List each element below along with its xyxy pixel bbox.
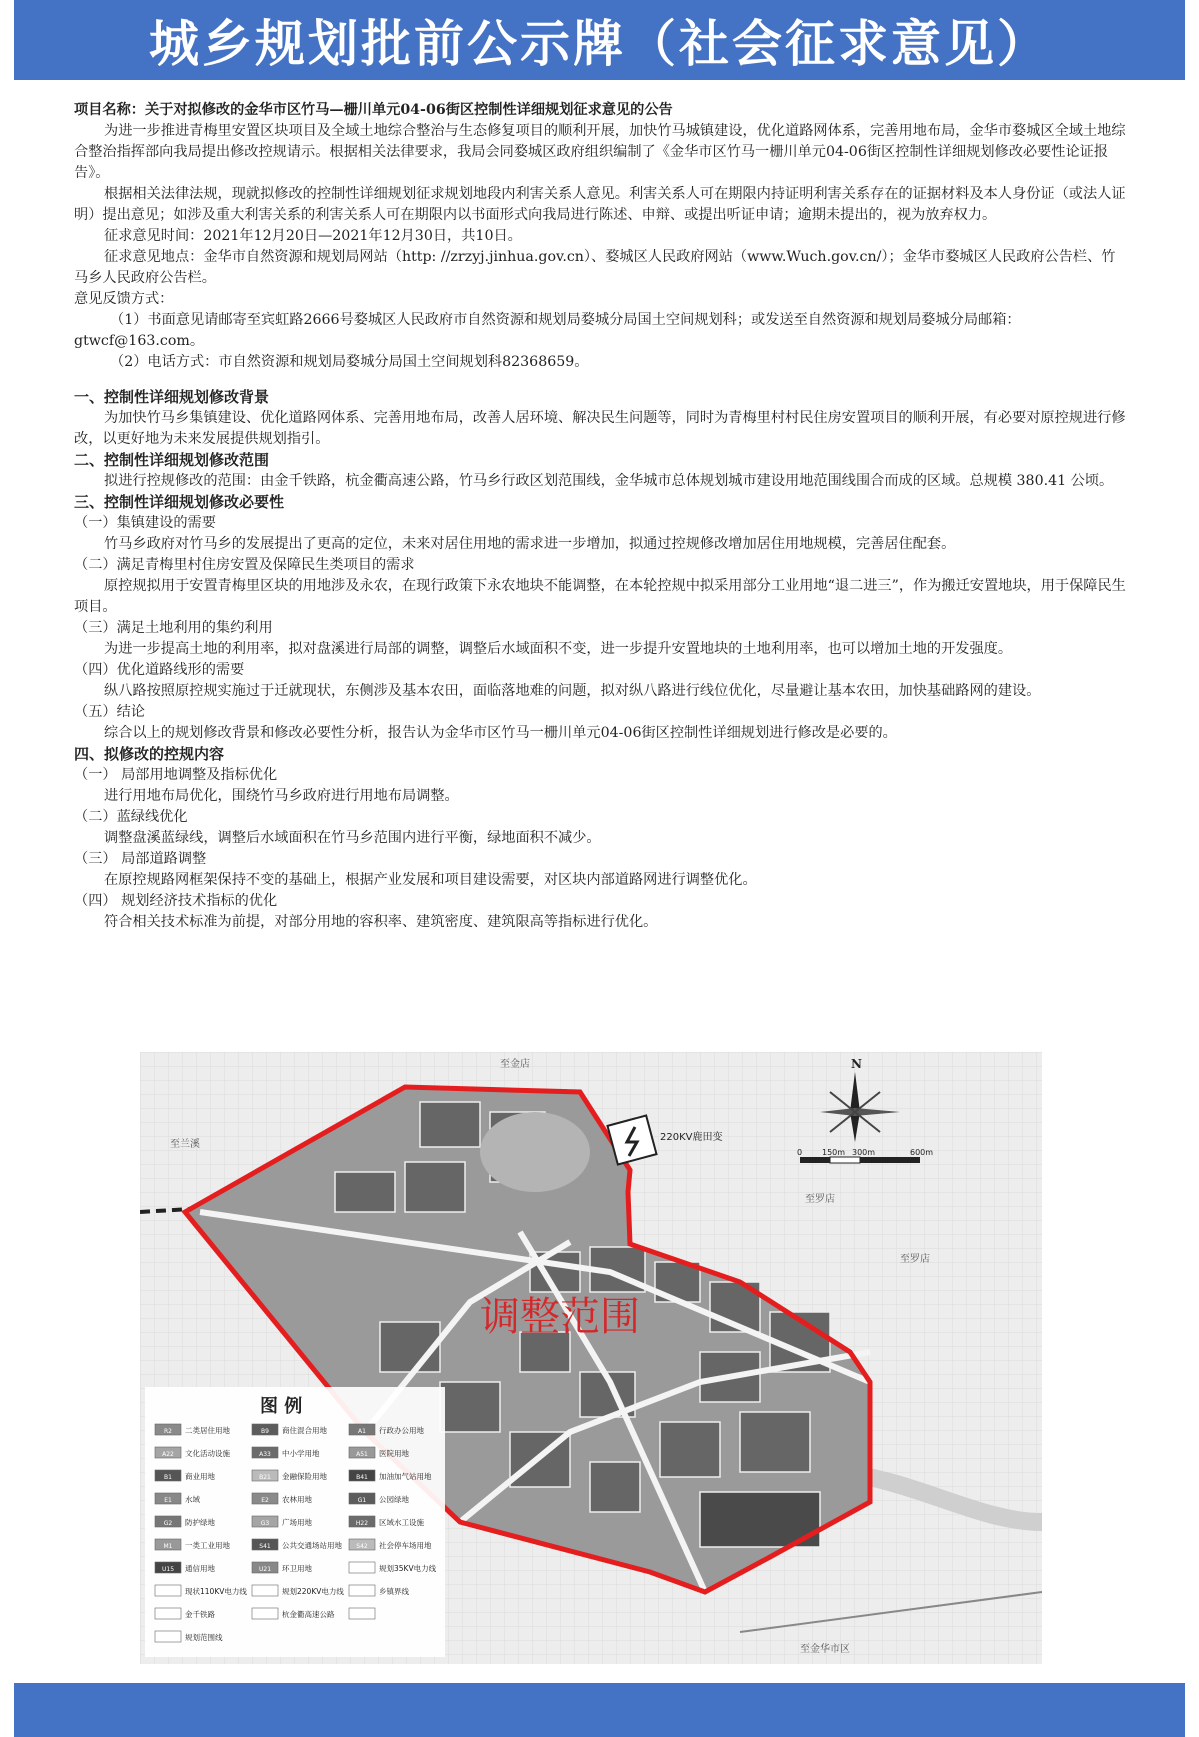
legend-label: 通信用地	[185, 1564, 215, 1573]
legend-label: 规划35KV电力线	[379, 1564, 437, 1573]
legend-title: 图 例	[260, 1396, 303, 1417]
feedback-item: （1）书面意见请邮寄至宾虹路2666号婺城区人民政府市自然资源和规划局婺城分局国土空间规划科；或发送至自然资源和规划局婺城分局邮箱：gtwcf@163.com。	[74, 312, 1021, 349]
section-heading: 二、控制性详细规划修改范围	[74, 451, 270, 469]
legend-swatch	[155, 1631, 181, 1642]
legend-label: 防护绿地	[185, 1518, 215, 1527]
legend-label: 区域水工设施	[379, 1518, 424, 1527]
legend-label: 广场用地	[282, 1518, 312, 1527]
subsection-heading: （一） 局部用地调整及指标优化	[74, 767, 278, 783]
notice-body	[74, 100, 1126, 933]
notice-paragraph: 为进一步推进青梅里安置区块项目及全域土地综合整治与生态修复项目的顺利开展，加快竹马城镇建设，优化道路网体系，完善用地布局，金华市婺城区全域土地综合整治指挥部向我局提出修改控规请示。根据相关法律要求，我局会同婺城区政府组织编制了《金华市区竹马一栅川单元04-06街区控制性详细规划修改必要性论证报告》。	[74, 123, 1126, 181]
legend-swatch	[349, 1585, 375, 1596]
legend-code: M1	[163, 1543, 173, 1550]
scale-label: 600m	[910, 1148, 934, 1157]
section-heading: 三、控制性详细规划修改必要性	[74, 493, 285, 511]
header-banner	[14, 0, 1185, 80]
feedback-item: （2）电话方式：市自然资源和规划局婺城分局国土空间规划科82368659。	[110, 354, 589, 370]
boundary-label: 调整范围	[480, 1294, 640, 1340]
scale-label: 0	[797, 1148, 803, 1157]
legend-code: B21	[259, 1474, 271, 1481]
feedback-label: 意见反馈方式：	[74, 291, 174, 307]
notice-place: 征求意见地点：金华市自然资源和规划局网站（http: //zrzyj.jinhua.gov.cn）、婺城区人民政府网站（www.Wuch.gov.cn/）；金华市婺城区人民政府公告栏、竹马乡人民政府公告栏。	[74, 249, 1116, 286]
page-title: 城乡规划批前公示牌（社会征求意见）	[149, 15, 1050, 73]
legend-label: 水域	[185, 1495, 200, 1504]
legend-code: B41	[356, 1474, 368, 1481]
legend-code: A33	[259, 1451, 271, 1458]
legend-label: 规划220KV电力线	[282, 1587, 344, 1596]
legend-code: B9	[261, 1428, 269, 1435]
subsection-heading: （五）结论	[74, 704, 145, 720]
legend-code: A51	[356, 1451, 368, 1458]
legend-swatch	[252, 1585, 278, 1596]
legend-code: G1	[357, 1497, 367, 1504]
legend-label: 农林用地	[282, 1495, 312, 1504]
substation-label: 220KV鹿田变	[660, 1132, 723, 1143]
footer-banner	[14, 1683, 1185, 1737]
legend-code: U21	[258, 1566, 272, 1573]
subsection-heading: （四） 规划经济技术指标的优化	[74, 893, 278, 909]
legend-code: A1	[358, 1428, 366, 1435]
subsection-heading: （一）集镇建设的需要	[74, 515, 216, 531]
legend-label: 医院用地	[379, 1449, 409, 1458]
section-heading: 四、拟修改的控规内容	[74, 745, 225, 763]
legend-code: S41	[259, 1543, 271, 1550]
legend-swatch	[155, 1585, 181, 1596]
legend-label: 环卫用地	[282, 1564, 312, 1573]
subsection-heading: （三）满足土地利用的集约利用	[74, 620, 273, 636]
legend-code: R2	[164, 1428, 172, 1435]
lake	[480, 1112, 590, 1192]
section-text: 符合相关技术标准为前提，对部分用地的容积率、建筑密度、建筑限高等指标进行优化。	[104, 914, 658, 930]
legend-label: 中小学用地	[282, 1449, 320, 1458]
legend-label: 现状110KV电力线	[185, 1587, 247, 1596]
legend-label: 加油加气站用地	[379, 1472, 432, 1481]
place-label: 至罗店	[900, 1254, 930, 1265]
legend-label: 公共交通场站用地	[282, 1541, 342, 1550]
legend-swatch	[155, 1608, 181, 1619]
legend-swatch	[252, 1608, 278, 1619]
legend-code: G2	[163, 1520, 173, 1527]
section-text: 调整盘溪蓝绿线，调整后水域面积在竹马乡范围内进行平衡，绿地面积不减少。	[104, 830, 601, 846]
substation-marker	[608, 1116, 657, 1165]
notice-time: 征求意见时间：2021年12月20日—2021年12月30日，共10日。	[104, 228, 522, 244]
section-text: 为进一步提高土地的利用率，拟对盘溪进行局部的调整，调整后水域面积不变，进一步提升安置地块的土地利用率，也可以增加土地的开发强度。	[104, 641, 1013, 657]
legend-label: 乡镇界线	[379, 1587, 409, 1596]
place-label: 至兰溪	[170, 1139, 200, 1150]
legend-label: 商业用地	[185, 1472, 215, 1481]
legend-label: 社会停车场用地	[379, 1541, 432, 1550]
place-label: 至金华市区	[800, 1644, 850, 1655]
section-text: 为加快竹马乡集镇建设、优化道路网体系、完善用地布局，改善人居环境、解决民生问题等，同时为青梅里村村民住房安置项目的顺利开展，有必要对原控规进行修改，以更好地为未来发展提供规划指引。	[74, 410, 1126, 447]
legend-label: 商住混合用地	[282, 1426, 327, 1435]
scale-label: 300m	[852, 1148, 876, 1157]
legend-code: G3	[260, 1520, 270, 1527]
legend-label: 杭金衢高速公路	[282, 1610, 335, 1619]
section-text: 拟进行控规修改的范围：由金千铁路，杭金衢高速公路，竹马乡行政区划范围线，金华城市总体规划城市建设用地范围线围合而成的区域。总规模 380.41 公顷。	[104, 473, 1114, 489]
legend-code: A22	[162, 1451, 174, 1458]
subsection-heading: （二）满足青梅里村住房安置及保障民生类项目的需求	[74, 557, 415, 573]
place-label: 至金店	[500, 1059, 530, 1070]
legend-swatch	[349, 1608, 375, 1619]
legend-code: H22	[355, 1520, 369, 1527]
section-text: 纵八路按照原控规实施过于迁就现状，东侧涉及基本农田，面临落地难的问题，拟对纵八路进行线位优化，尽量避让基本农田，加快基础路网的建设。	[104, 683, 1041, 699]
legend-code: B1	[164, 1474, 172, 1481]
map-legend	[145, 1387, 445, 1657]
legend-label: 金千铁路	[185, 1610, 215, 1619]
subsection-heading: （二）蓝绿线优化	[74, 809, 188, 825]
legend-label: 金融保险用地	[282, 1472, 327, 1481]
legend-label: 公园绿地	[379, 1495, 409, 1504]
section-text: 竹马乡政府对竹马乡的发展提出了更高的定位，未来对居住用地的需求进一步增加，拟通过控规修改增加居住用地规模，完善居住配套。	[104, 536, 956, 552]
legend-label: 文化活动设施	[185, 1449, 230, 1458]
legend-swatch	[349, 1562, 375, 1573]
north-label: N	[851, 1057, 862, 1071]
section-text: 原控规拟用于安置青梅里区块的用地涉及永农，在现行政策下永农地块不能调整，在本轮控规中拟采用部分工业用地“退二进三”，作为搬迁安置地块，用于保障民生项目。	[74, 578, 1126, 615]
project-title: 项目名称：关于对拟修改的金华市区竹马—栅川单元04-06街区控制性详细规划征求意见的公告	[74, 102, 673, 118]
section-text: 在原控规路网框架保持不变的基础上，根据产业发展和项目建设需要，对区块内部道路网进行调整优化。	[104, 872, 757, 888]
section-text: 进行用地布局优化，围绕竹马乡政府进行用地布局调整。	[104, 788, 459, 804]
legend-label: 行政办公用地	[379, 1426, 424, 1435]
legend-code: E1	[164, 1497, 172, 1504]
section-text: 综合以上的规划修改背景和修改必要性分析，报告认为金华市区竹马一栅川单元04-06街区控制性详细规划进行修改是必要的。	[104, 725, 897, 741]
scale-label: 150m	[822, 1148, 846, 1157]
subsection-heading: （三） 局部道路调整	[74, 851, 207, 867]
legend-code: S42	[356, 1543, 368, 1550]
notice-paragraph: 根据相关法律法规，现就拟修改的控制性详细规划征求规划地段内利害关系人意见。利害关系人可在期限内持证明利害关系存在的证据材料及本人身份证（或法人证明）提出意见；如涉及重大利害关系的利害关系人可在期限内以书面形式向我局进行陈述、申辩、或提出听证申请；逾期未提出的，视为放弃权力。	[74, 186, 1126, 223]
subsection-heading: （四）优化道路线形的需要	[74, 662, 245, 678]
section-heading: 一、控制性详细规划修改背景	[74, 388, 270, 406]
legend-code: E2	[261, 1497, 269, 1504]
planning-map	[140, 1052, 1042, 1664]
place-label: 至罗店	[805, 1194, 835, 1205]
scale-bar	[800, 1157, 920, 1163]
legend-label: 二类居住用地	[185, 1426, 230, 1435]
legend-label: 规划范围线	[185, 1633, 223, 1642]
legend-label: 一类工业用地	[185, 1541, 230, 1550]
legend-code: U15	[161, 1566, 175, 1573]
